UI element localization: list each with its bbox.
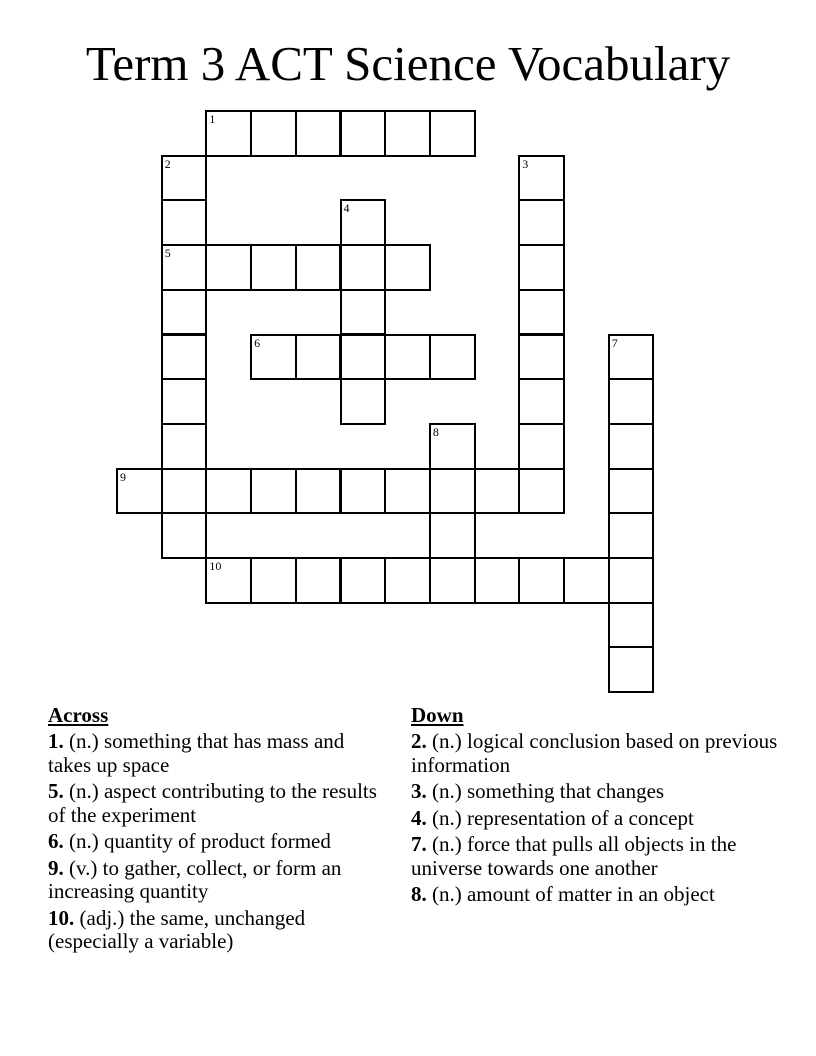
crossword-cell[interactable] bbox=[205, 468, 252, 515]
crossword-cell[interactable] bbox=[474, 468, 521, 515]
cell-number: 6 bbox=[254, 335, 261, 350]
cell-number: 9 bbox=[120, 469, 126, 484]
cell-number: 3 bbox=[522, 156, 529, 171]
clue-across-6 bbox=[48, 830, 388, 854]
crossword-cell[interactable] bbox=[205, 244, 252, 291]
crossword-cell[interactable] bbox=[608, 334, 655, 381]
clue-number: 3. bbox=[411, 779, 427, 803]
clue-number: 7. bbox=[411, 832, 427, 856]
clue-number: 2. bbox=[411, 729, 427, 753]
crossword-cell[interactable] bbox=[518, 155, 565, 202]
clue-down-8 bbox=[411, 883, 791, 907]
clue-across-1 bbox=[48, 730, 388, 777]
clue-text: (n.) logical conclusion based on previous information bbox=[411, 729, 778, 777]
crossword-cell[interactable] bbox=[340, 244, 387, 291]
crossword-cell[interactable] bbox=[429, 334, 476, 381]
clue-down-4 bbox=[411, 807, 791, 831]
crossword-cell[interactable] bbox=[384, 557, 431, 604]
crossword-cell[interactable] bbox=[608, 602, 655, 649]
clue-across-5 bbox=[48, 780, 388, 827]
crossword-cell[interactable] bbox=[250, 244, 297, 291]
crossword-cell[interactable] bbox=[161, 244, 208, 291]
clue-number: 8. bbox=[411, 882, 427, 906]
crossword-cell[interactable] bbox=[295, 557, 342, 604]
crossword-cell[interactable] bbox=[340, 289, 387, 336]
crossword-cell[interactable] bbox=[161, 199, 208, 246]
clue-across-9 bbox=[48, 857, 388, 904]
crossword-cell[interactable] bbox=[295, 244, 342, 291]
clue-number: 1. bbox=[48, 729, 64, 753]
crossword-cell[interactable] bbox=[205, 110, 252, 157]
crossword-cell[interactable] bbox=[384, 110, 431, 157]
cell-number: 1 bbox=[209, 112, 216, 126]
crossword-cell[interactable] bbox=[340, 557, 387, 604]
page-title: Term 3 ACT Science Vocabulary bbox=[85, 36, 731, 91]
crossword-cell[interactable] bbox=[161, 378, 208, 425]
crossword-cell[interactable] bbox=[518, 557, 565, 604]
clue-number: 10. bbox=[48, 905, 75, 930]
crossword-cell[interactable] bbox=[295, 334, 342, 381]
clue-text: (v.) to gather, collect, or form an increasing quantity bbox=[48, 855, 342, 903]
clue-text: (n.) quantity of product formed bbox=[63, 829, 331, 853]
clue-text: (n.) amount of matter in an object bbox=[426, 882, 715, 906]
crossword-cell[interactable] bbox=[161, 334, 208, 381]
crossword-cell[interactable] bbox=[563, 557, 610, 604]
clue-text: (n.) force that pulls all objects in the universe towards one another bbox=[411, 832, 737, 880]
crossword-cell[interactable] bbox=[474, 557, 521, 604]
cell-number: 4 bbox=[343, 201, 350, 216]
crossword-cell[interactable] bbox=[161, 289, 208, 336]
crossword-cell[interactable] bbox=[250, 468, 297, 515]
clue-down-2 bbox=[411, 730, 791, 777]
crossword-cell[interactable] bbox=[161, 423, 208, 470]
crossword-cell[interactable] bbox=[340, 378, 387, 425]
crossword-cell[interactable] bbox=[608, 646, 655, 693]
cell-number: 7 bbox=[611, 335, 618, 350]
crossword-cell[interactable] bbox=[518, 334, 565, 381]
crossword-cell[interactable] bbox=[608, 378, 655, 425]
crossword-cell[interactable] bbox=[429, 110, 476, 157]
clue-across-10 bbox=[48, 907, 388, 954]
cell-number: 5 bbox=[164, 246, 171, 261]
clue-text: (n.) something that has mass and takes up space bbox=[48, 729, 345, 777]
crossword-cell[interactable] bbox=[116, 468, 163, 515]
crossword-cell[interactable] bbox=[340, 110, 387, 157]
clue-number: 6. bbox=[48, 829, 64, 853]
crossword-cell[interactable] bbox=[161, 155, 208, 202]
down-clues bbox=[411, 703, 791, 910]
crossword-cell[interactable] bbox=[161, 468, 208, 515]
across-clues bbox=[48, 703, 388, 957]
clue-number: 9. bbox=[48, 855, 64, 880]
crossword-cell[interactable] bbox=[608, 468, 655, 515]
crossword-cell[interactable] bbox=[518, 423, 565, 470]
crossword-cell[interactable] bbox=[340, 468, 387, 515]
crossword-cell[interactable] bbox=[608, 423, 655, 470]
clue-text: (n.) representation of a concept bbox=[426, 805, 694, 830]
clue-text: (n.) aspect contributing to the results of the experiment bbox=[48, 779, 377, 827]
crossword-cell[interactable] bbox=[384, 244, 431, 291]
crossword-cell[interactable] bbox=[384, 334, 431, 381]
clue-number: 5. bbox=[48, 779, 64, 803]
crossword-cell[interactable] bbox=[518, 289, 565, 336]
crossword-cell[interactable] bbox=[518, 468, 565, 515]
clue-text: (adj.) the same, unchanged (especially a variable) bbox=[48, 905, 306, 953]
crossword-cell[interactable] bbox=[429, 557, 476, 604]
crossword-cell[interactable] bbox=[295, 468, 342, 515]
clue-down-3 bbox=[411, 780, 791, 804]
crossword-cell[interactable] bbox=[429, 468, 476, 515]
down-heading: Down bbox=[411, 703, 464, 727]
crossword-cell[interactable] bbox=[608, 557, 655, 604]
clue-number: 4. bbox=[411, 805, 427, 830]
cell-number: 8 bbox=[432, 424, 439, 439]
crossword-cell[interactable] bbox=[250, 110, 297, 157]
crossword-cell[interactable] bbox=[518, 244, 565, 291]
crossword-cell[interactable] bbox=[161, 512, 208, 559]
crossword-cell[interactable] bbox=[205, 557, 252, 604]
crossword-cell[interactable] bbox=[429, 423, 476, 470]
cell-number: 2 bbox=[164, 156, 171, 171]
crossword-cell[interactable] bbox=[340, 334, 387, 381]
crossword-cell[interactable] bbox=[429, 512, 476, 559]
crossword-cell[interactable] bbox=[518, 378, 565, 425]
crossword-cell[interactable] bbox=[384, 468, 431, 515]
crossword-cell[interactable] bbox=[518, 199, 565, 246]
cell-number: 10 bbox=[209, 559, 222, 573]
crossword-cell[interactable] bbox=[250, 334, 297, 381]
crossword-cell[interactable] bbox=[608, 512, 655, 559]
crossword-cell[interactable] bbox=[340, 199, 387, 246]
crossword-grid bbox=[117, 111, 699, 693]
clue-text: (n.) something that changes bbox=[426, 779, 665, 803]
clue-down-7 bbox=[411, 833, 791, 880]
crossword-cell[interactable] bbox=[250, 557, 297, 604]
across-heading: Across bbox=[48, 703, 109, 727]
crossword-cell[interactable] bbox=[295, 110, 342, 157]
